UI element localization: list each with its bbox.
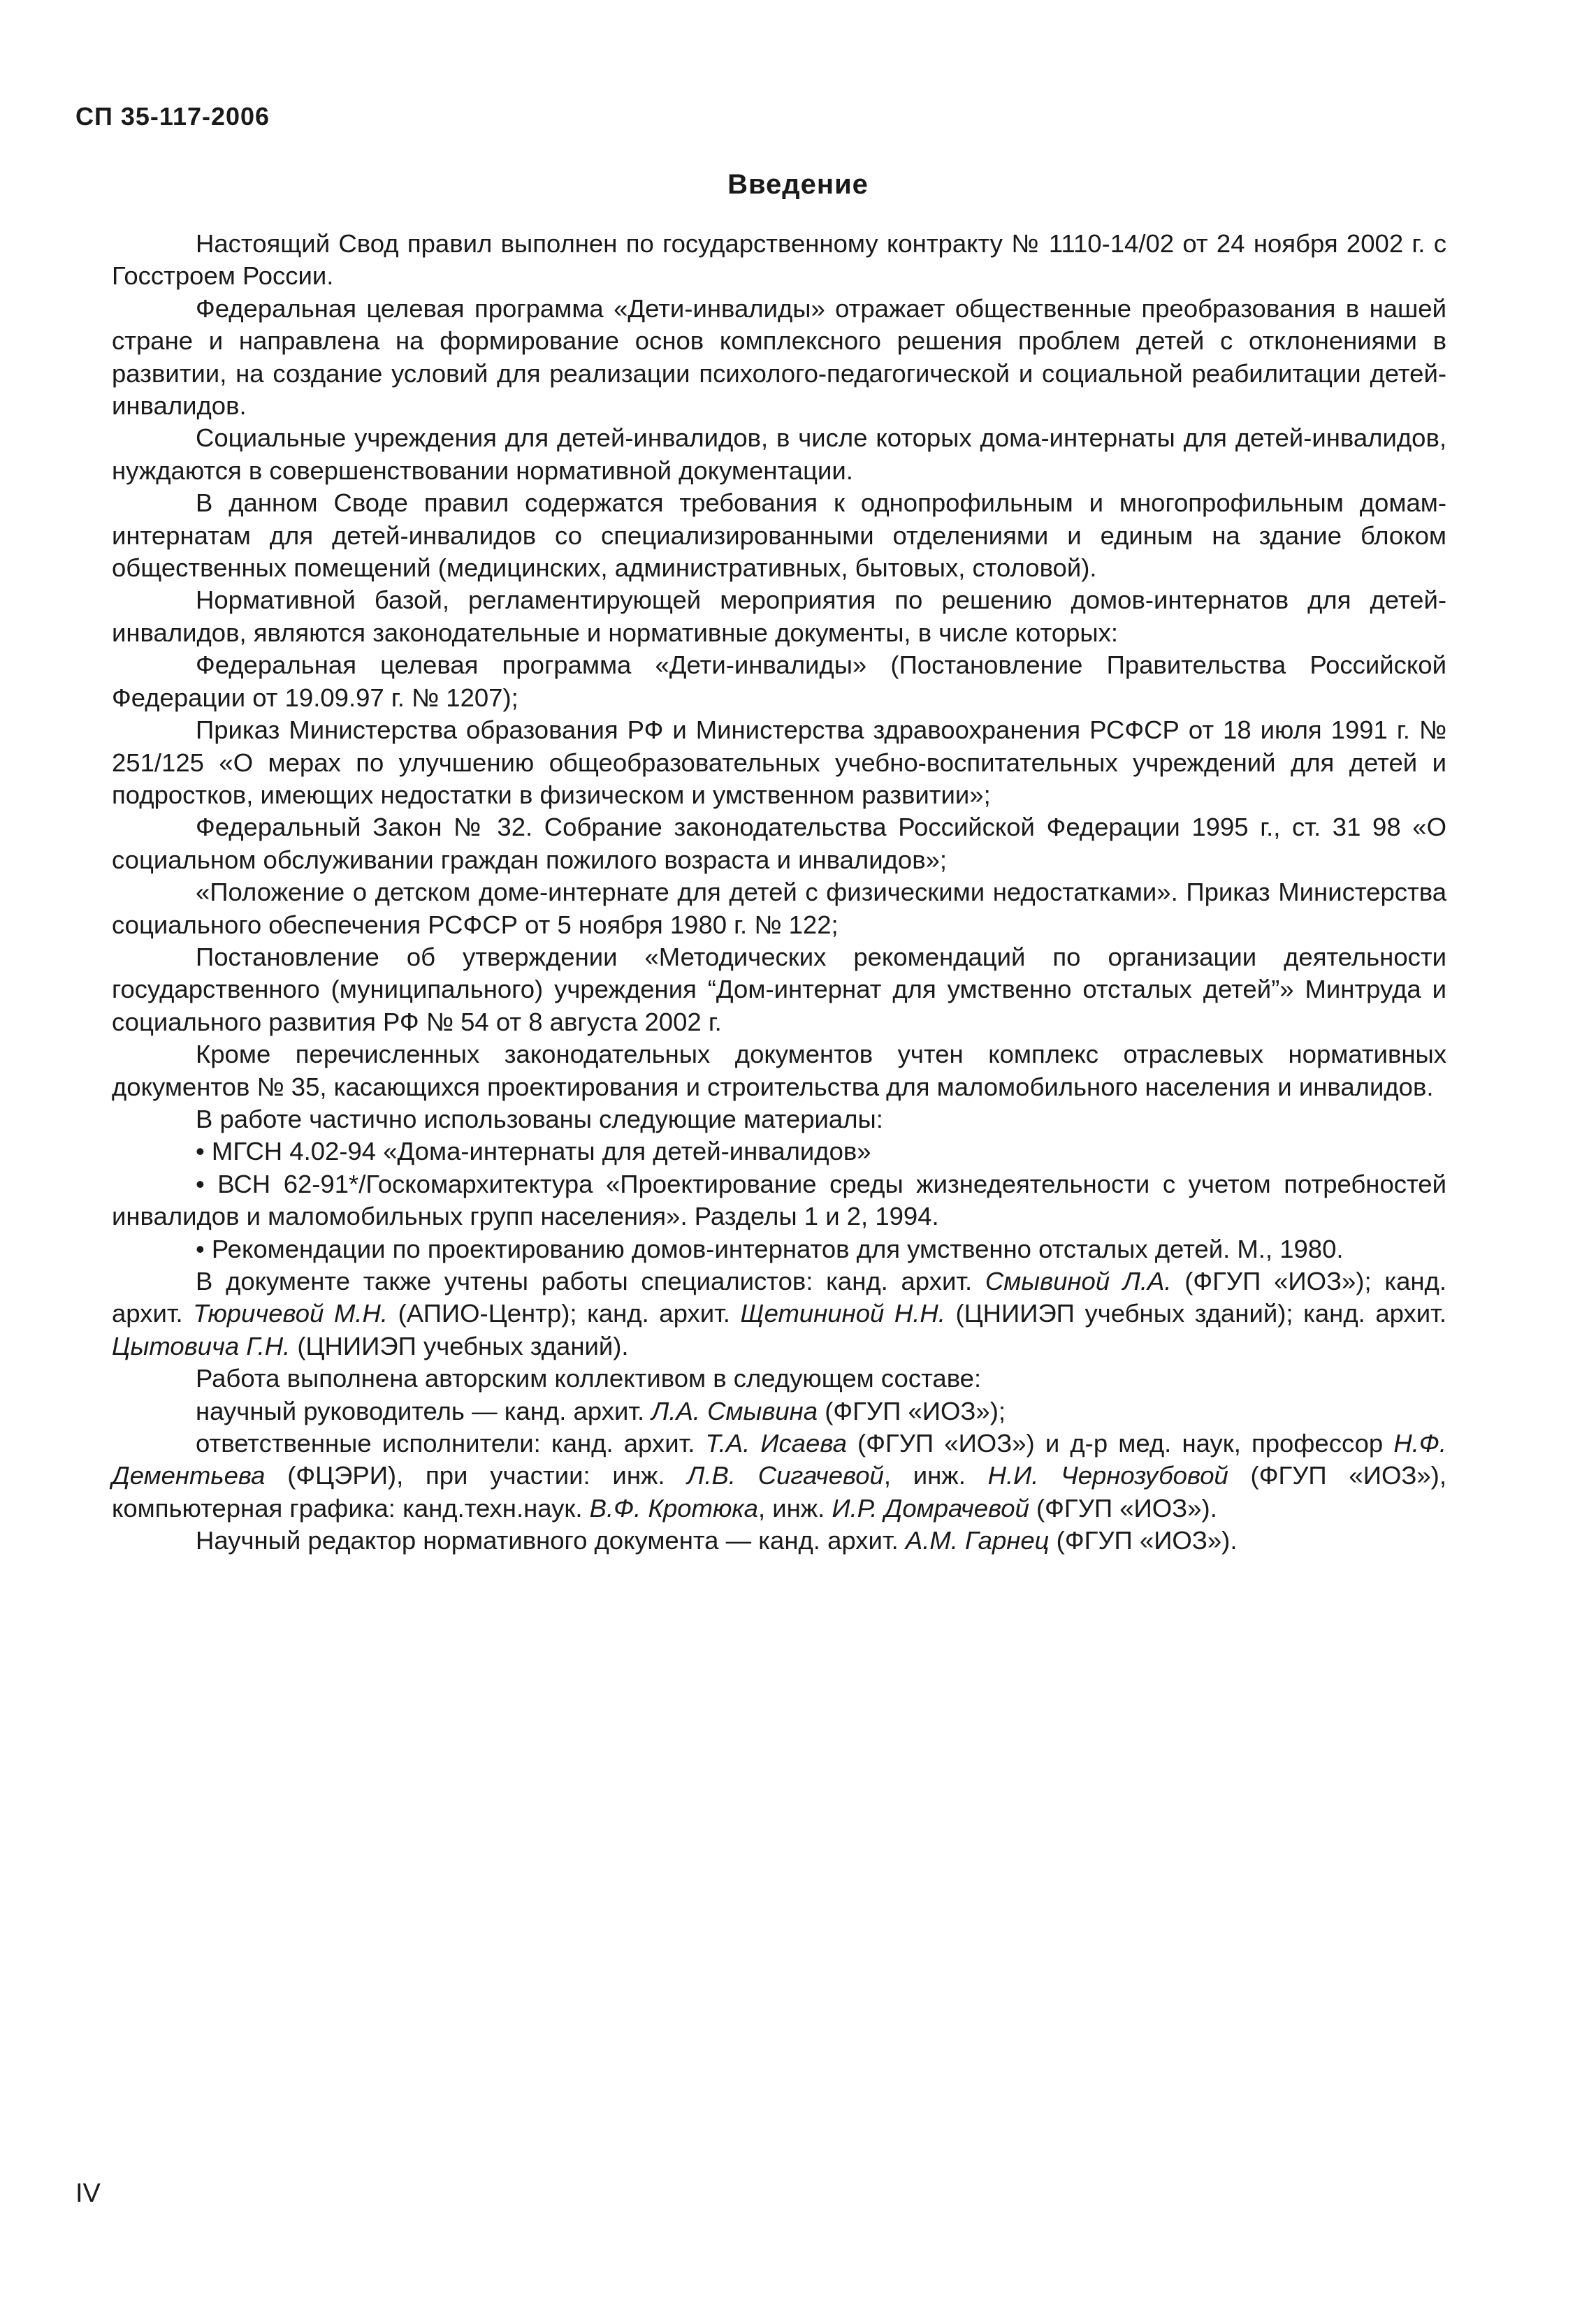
paragraph — [112, 487, 1446, 584]
paragraph — [112, 1265, 1446, 1363]
paragraph — [112, 876, 1446, 941]
paragraph — [112, 1233, 1446, 1265]
page-number: IV — [75, 2179, 101, 2208]
person-name: И.Р. Домрачевой — [832, 1493, 1029, 1523]
text-run: Кроме перечисленных законодательных документов учтен комплекс отраслевых нормативных документов № 35, касающихся проектирования и строительства для маломобильного населения и инвалидов. — [112, 1040, 1446, 1101]
text-run: Настоящий Свод правил выполнен по государственному контракту № 1110-14/02 от 24 ноября 2002 г. с Госстроем России. — [112, 229, 1446, 291]
person-name: Цытовича Г.Н. — [112, 1331, 291, 1360]
paragraph — [112, 1103, 1446, 1135]
person-name: В.Ф. Кротюка — [589, 1493, 758, 1523]
text-run: (ФГУП «ИОЗ»); канд. архит. — [112, 1267, 1446, 1328]
text-run: (ФГУП «ИОЗ») и д-р мед. наук, профессор — [846, 1429, 1394, 1458]
text-run: (ФЦЭРИ), при участии: инж. — [265, 1461, 688, 1490]
text-run: Федеральная целевая программа «Дети-инвалиды» (Постановление Правительства Российской Федерации от 19.09.97 г. № 1207); — [112, 651, 1446, 712]
text-run: В документе также учтены работы специалистов: канд. архит. — [196, 1267, 985, 1295]
paragraph — [112, 714, 1446, 811]
person-name: Смывиной Л.А. — [985, 1267, 1172, 1295]
paragraph — [112, 1525, 1446, 1557]
text-run: (ФГУП «ИОЗ»); — [818, 1396, 1006, 1425]
person-name: Тюричевой М.Н. — [193, 1299, 389, 1328]
text-run: , инж. — [757, 1493, 832, 1523]
text-run: • МГСН 4.02-94 «Дома-интернаты для детей-инвалидов» — [196, 1137, 871, 1166]
document-code: СП 35-117-2006 — [75, 102, 270, 131]
paragraph — [112, 584, 1446, 649]
person-name: Т.А. Исаева — [705, 1429, 847, 1458]
paragraph — [112, 1363, 1446, 1395]
paragraph — [112, 649, 1446, 714]
text-run: ответственные исполнители: канд. архит. — [196, 1429, 706, 1458]
text-run: (ЦНИИЭП учебных зданий). — [290, 1331, 629, 1360]
text-run: Федеральная целевая программа «Дети-инвалиды» отражает общественные преобразования в нашей стране и направлена на формирование основ комплексного решения проблем детей с отклонениями в развитии, на создание условий для реализации психолого-педагогической и социальной реабилитации детей-инвалидов. — [112, 293, 1446, 421]
text-run: Постановление об утверждении «Методических рекомендаций по организации деятельности государственного (муниципального) учреждения “Дом-интернат для умственно отсталых детей”» Минтруда и социального развития РФ № 54 от 8 августа 2002 г. — [112, 942, 1446, 1036]
text-run: (ФГУП «ИОЗ»). — [1049, 1526, 1238, 1555]
paragraph — [112, 1395, 1446, 1428]
text-run: В данном Своде правил содержатся требования к однопрофильным и многопрофильным домам-интернатам для детей-инвалидов со специализированными отделениями и единым на здание блоком общественных помещений (медицинских, административных, бытовых, столовой). — [112, 488, 1446, 583]
text-run: (ФГУП «ИОЗ»), компьютерная графика: канд.техн.наук. — [112, 1461, 1446, 1523]
person-name: Щетининой Н.Н. — [740, 1299, 945, 1328]
person-name: Н.Ф. Дементьева — [112, 1429, 1446, 1490]
paragraph — [112, 293, 1446, 423]
paragraph — [112, 228, 1446, 293]
text-run: В работе частично использованы следующие материалы: — [196, 1104, 883, 1133]
person-name: Л.В. Сигачевой — [687, 1461, 884, 1490]
text-run: • ВСН 62-91*/Госкомархитектура «Проектирование среды жизнедеятельности с учетом потребностей инвалидов и маломобильных групп населения». Разделы 1 и 2, 1994. — [112, 1169, 1446, 1231]
text-run: Федеральный Закон № 32. Собрание законодательства Российской Федерации 1995 г., ст. 31 98 «О социальном обслуживании граждан пожилого возраста и инвалидов»; — [112, 813, 1446, 874]
text-run: (АПИО-Центр); канд. архит. — [388, 1299, 741, 1328]
text-run: (ФГУП «ИОЗ»). — [1029, 1493, 1217, 1523]
section-title: Введение — [727, 169, 869, 200]
paragraph — [112, 422, 1446, 487]
paragraph — [112, 1168, 1446, 1233]
text-run: Работа выполнена авторским коллективом в следующем составе: — [196, 1364, 982, 1393]
text-run: «Положение о детском доме-интернате для детей с физическими недостатками». Приказ Министерства социального обеспечения РСФСР от 5 ноября 1980 г. № 122; — [112, 878, 1446, 939]
text-run: (ЦНИИЭП учебных зданий); канд. архит. — [945, 1299, 1446, 1328]
text-run: Научный редактор нормативного документа — канд. архит. — [196, 1526, 906, 1555]
paragraph — [112, 1135, 1446, 1168]
text-run: Приказ Министерства образования РФ и Министерства здравоохранения РСФСР от 18 июля 1991 г. № 251/125 «О мерах по улучшению общеобразовательных учебно-воспитательных учреждений для детей и подростков, имеющих недостатки в физическом и умственном развитии»; — [112, 716, 1446, 809]
person-name: Л.А. Смывина — [651, 1396, 818, 1425]
text-run: Нормативной базой, регламентирующей мероприятия по решению домов-интернатов для детей-инвалидов, являются законодательные и нормативные документы, в числе которых: — [112, 586, 1446, 647]
text-run: , инж. — [883, 1461, 988, 1490]
paragraph — [112, 1038, 1446, 1103]
paragraph — [112, 941, 1446, 1038]
text-run: научный руководитель — канд. архит. — [196, 1396, 652, 1425]
person-name: Н.И. Чернозубовой — [987, 1461, 1228, 1490]
paragraph — [112, 811, 1446, 876]
text-run: Социальные учреждения для детей-инвалидов, в числе которых дома-интернаты для детей-инвалидов, нуждаются в совершенствовании нормативной документации. — [112, 423, 1446, 485]
introduction-body — [112, 228, 1446, 1557]
text-run: • Рекомендации по проектированию домов-интернатов для умственно отсталых детей. М., 1980. — [196, 1234, 1344, 1263]
paragraph — [112, 1428, 1446, 1525]
person-name: А.М. Гарнец — [905, 1526, 1050, 1555]
